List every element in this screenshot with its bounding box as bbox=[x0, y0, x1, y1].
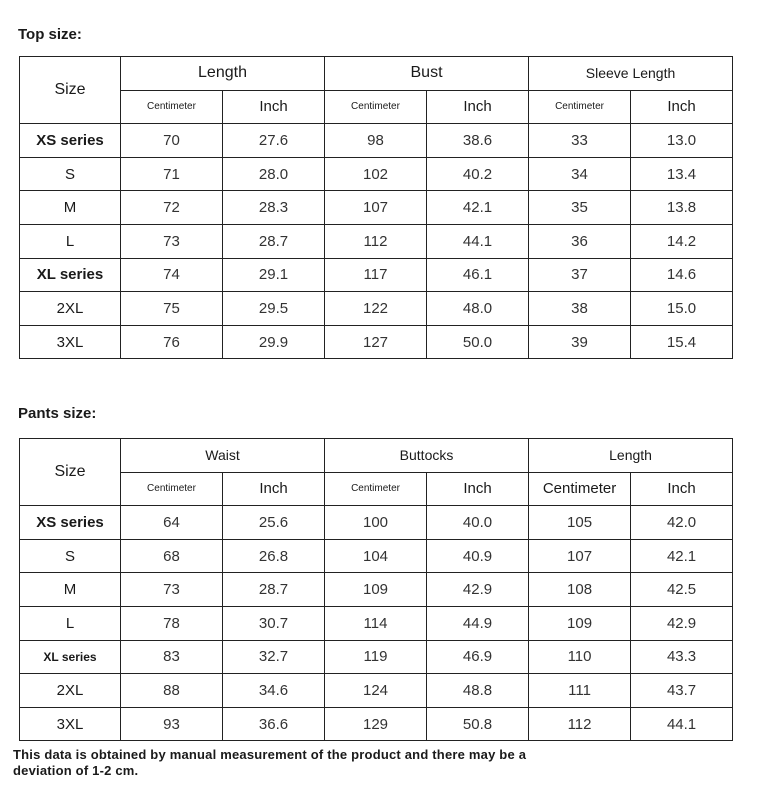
measurement-cell: 73 bbox=[121, 573, 223, 607]
length-header: Length bbox=[529, 439, 733, 473]
measurement-cell: 25.6 bbox=[223, 506, 325, 540]
table-row bbox=[20, 506, 733, 540]
measurement-cell: 36 bbox=[529, 224, 631, 258]
measurement-cell: 112 bbox=[325, 224, 427, 258]
table-row bbox=[20, 707, 733, 741]
table-row bbox=[20, 325, 733, 359]
table-row bbox=[20, 124, 733, 158]
measurement-cell: 30.7 bbox=[223, 606, 325, 640]
measurement-cell: 29.5 bbox=[223, 292, 325, 326]
measurement-cell: 42.0 bbox=[631, 506, 733, 540]
size-label: XS series bbox=[20, 124, 121, 158]
top-size-title: Top size: bbox=[18, 26, 82, 43]
table-row bbox=[20, 224, 733, 258]
measurement-cell: 38 bbox=[529, 292, 631, 326]
size-label: XS series bbox=[20, 506, 121, 540]
measurement-cell: 40.0 bbox=[427, 506, 529, 540]
measurement-cell: 111 bbox=[529, 674, 631, 708]
measurement-cell: 64 bbox=[121, 506, 223, 540]
measurement-cell: 104 bbox=[325, 539, 427, 573]
measurement-cell: 74 bbox=[121, 258, 223, 292]
centimeter-subheader: Centimeter bbox=[325, 90, 427, 124]
size-label: L bbox=[20, 224, 121, 258]
measurement-cell: 46.1 bbox=[427, 258, 529, 292]
size-label: L bbox=[20, 606, 121, 640]
measurement-cell: 48.0 bbox=[427, 292, 529, 326]
measurement-cell: 28.7 bbox=[223, 224, 325, 258]
measurement-cell: 36.6 bbox=[223, 707, 325, 741]
table-row bbox=[20, 573, 733, 607]
size-label: S bbox=[20, 539, 121, 573]
measurement-cell: 76 bbox=[121, 325, 223, 359]
table-row bbox=[20, 640, 733, 674]
size-label: 3XL bbox=[20, 707, 121, 741]
buttocks-header: Buttocks bbox=[325, 439, 529, 473]
measurement-cell: 13.8 bbox=[631, 191, 733, 225]
measurement-cell: 14.2 bbox=[631, 224, 733, 258]
table-row bbox=[20, 606, 733, 640]
table-row bbox=[20, 191, 733, 225]
pants-size-table bbox=[19, 438, 733, 741]
measurement-cell: 93 bbox=[121, 707, 223, 741]
measurement-cell: 32.7 bbox=[223, 640, 325, 674]
centimeter-subheader: Centimeter bbox=[121, 90, 223, 124]
size-label: 2XL bbox=[20, 674, 121, 708]
centimeter-subheader: Centimeter bbox=[529, 472, 631, 506]
measurement-cell: 38.6 bbox=[427, 124, 529, 158]
measurement-cell: 122 bbox=[325, 292, 427, 326]
measurement-cell: 88 bbox=[121, 674, 223, 708]
pants-size-title: Pants size: bbox=[18, 405, 97, 422]
measurement-cell: 108 bbox=[529, 573, 631, 607]
measurement-cell: 102 bbox=[325, 157, 427, 191]
measurement-cell: 13.0 bbox=[631, 124, 733, 158]
measurement-cell: 40.2 bbox=[427, 157, 529, 191]
measurement-cell: 73 bbox=[121, 224, 223, 258]
measurement-cell: 13.4 bbox=[631, 157, 733, 191]
measurement-cell: 44.9 bbox=[427, 606, 529, 640]
size-header: Size bbox=[20, 57, 121, 124]
waist-header: Waist bbox=[121, 439, 325, 473]
measurement-cell: 29.1 bbox=[223, 258, 325, 292]
measurement-cell: 42.9 bbox=[631, 606, 733, 640]
inch-subheader: Inch bbox=[223, 90, 325, 124]
measurement-cell: 15.4 bbox=[631, 325, 733, 359]
measurement-cell: 127 bbox=[325, 325, 427, 359]
top-size-table bbox=[19, 56, 733, 359]
measurement-cell: 14.6 bbox=[631, 258, 733, 292]
size-label: 2XL bbox=[20, 292, 121, 326]
bust-header: Bust bbox=[325, 57, 529, 91]
measurement-cell: 71 bbox=[121, 157, 223, 191]
table-row bbox=[20, 157, 733, 191]
measurement-cell: 50.8 bbox=[427, 707, 529, 741]
measurement-cell: 27.6 bbox=[223, 124, 325, 158]
measurement-cell: 72 bbox=[121, 191, 223, 225]
measurement-note: This data is obtained by manual measurement of the product and there may be a deviation of 1-2 cm. bbox=[13, 747, 527, 778]
inch-subheader: Inch bbox=[427, 472, 529, 506]
measurement-cell: 124 bbox=[325, 674, 427, 708]
measurement-cell: 35 bbox=[529, 191, 631, 225]
measurement-cell: 39 bbox=[529, 325, 631, 359]
measurement-cell: 110 bbox=[529, 640, 631, 674]
centimeter-subheader: Centimeter bbox=[121, 472, 223, 506]
table-row bbox=[20, 258, 733, 292]
inch-subheader: Inch bbox=[427, 90, 529, 124]
measurement-cell: 50.0 bbox=[427, 325, 529, 359]
size-label: S bbox=[20, 157, 121, 191]
measurement-cell: 42.9 bbox=[427, 573, 529, 607]
measurement-cell: 40.9 bbox=[427, 539, 529, 573]
measurement-cell: 26.8 bbox=[223, 539, 325, 573]
measurement-cell: 43.7 bbox=[631, 674, 733, 708]
table-row bbox=[20, 674, 733, 708]
measurement-cell: 68 bbox=[121, 539, 223, 573]
measurement-cell: 28.0 bbox=[223, 157, 325, 191]
measurement-cell: 100 bbox=[325, 506, 427, 540]
size-label: M bbox=[20, 191, 121, 225]
measurement-cell: 70 bbox=[121, 124, 223, 158]
inch-subheader: Inch bbox=[223, 472, 325, 506]
measurement-cell: 29.9 bbox=[223, 325, 325, 359]
measurement-cell: 33 bbox=[529, 124, 631, 158]
measurement-cell: 107 bbox=[529, 539, 631, 573]
inch-subheader: Inch bbox=[631, 472, 733, 506]
measurement-cell: 117 bbox=[325, 258, 427, 292]
size-label: M bbox=[20, 573, 121, 607]
measurement-cell: 114 bbox=[325, 606, 427, 640]
measurement-cell: 44.1 bbox=[631, 707, 733, 741]
length-header: Length bbox=[121, 57, 325, 91]
measurement-cell: 28.7 bbox=[223, 573, 325, 607]
measurement-cell: 42.1 bbox=[631, 539, 733, 573]
measurement-cell: 98 bbox=[325, 124, 427, 158]
measurement-cell: 112 bbox=[529, 707, 631, 741]
inch-subheader: Inch bbox=[631, 90, 733, 124]
table-row bbox=[20, 539, 733, 573]
size-header: Size bbox=[20, 439, 121, 506]
measurement-cell: 43.3 bbox=[631, 640, 733, 674]
measurement-cell: 48.8 bbox=[427, 674, 529, 708]
measurement-cell: 28.3 bbox=[223, 191, 325, 225]
size-label: 3XL bbox=[20, 325, 121, 359]
size-label: XL series bbox=[20, 640, 121, 674]
centimeter-subheader: Centimeter bbox=[325, 472, 427, 506]
measurement-cell: 119 bbox=[325, 640, 427, 674]
measurement-cell: 34.6 bbox=[223, 674, 325, 708]
measurement-cell: 109 bbox=[529, 606, 631, 640]
measurement-cell: 78 bbox=[121, 606, 223, 640]
measurement-cell: 109 bbox=[325, 573, 427, 607]
measurement-cell: 34 bbox=[529, 157, 631, 191]
sleeve-length-header: Sleeve Length bbox=[529, 57, 733, 91]
measurement-cell: 46.9 bbox=[427, 640, 529, 674]
centimeter-subheader: Centimeter bbox=[529, 90, 631, 124]
table-row bbox=[20, 292, 733, 326]
measurement-cell: 44.1 bbox=[427, 224, 529, 258]
measurement-cell: 129 bbox=[325, 707, 427, 741]
measurement-cell: 15.0 bbox=[631, 292, 733, 326]
measurement-cell: 42.1 bbox=[427, 191, 529, 225]
measurement-cell: 75 bbox=[121, 292, 223, 326]
measurement-cell: 42.5 bbox=[631, 573, 733, 607]
size-label: XL series bbox=[20, 258, 121, 292]
measurement-cell: 83 bbox=[121, 640, 223, 674]
measurement-cell: 107 bbox=[325, 191, 427, 225]
measurement-cell: 37 bbox=[529, 258, 631, 292]
measurement-cell: 105 bbox=[529, 506, 631, 540]
